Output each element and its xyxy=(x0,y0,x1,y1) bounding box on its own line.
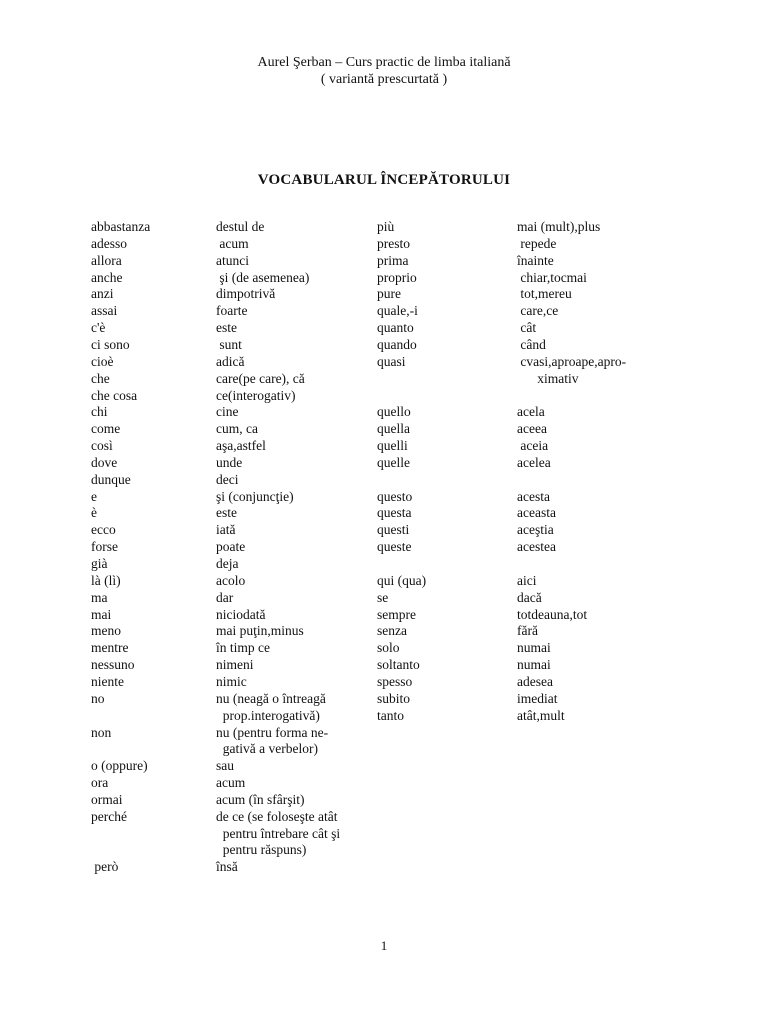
romanian-translation: nimeni xyxy=(216,657,254,672)
italian-word: questo xyxy=(377,489,413,504)
italian-word: ora xyxy=(91,775,109,790)
romanian-translation: niciodată xyxy=(216,607,266,622)
romanian-translation: ce(interogativ) xyxy=(216,388,296,403)
romanian-translation: totdeauna,tot xyxy=(517,607,588,622)
romanian-translation: fără xyxy=(517,623,538,638)
document-author-title: Aurel Şerban – Curs practic de limba italiană xyxy=(257,55,511,70)
italian-word: prima xyxy=(377,253,409,268)
italian-word: già xyxy=(91,556,108,571)
italian-word: proprio xyxy=(377,270,417,285)
italian-word: qui (qua) xyxy=(377,573,427,588)
romanian-translation: acum xyxy=(216,775,246,790)
romanian-translation: şi (de asemenea) xyxy=(216,270,310,285)
italian-word: dunque xyxy=(91,472,131,487)
romanian-translation: aceea xyxy=(517,421,547,436)
italian-word: così xyxy=(91,438,113,453)
romanian-translation: acolo xyxy=(216,573,246,588)
italian-word: quelli xyxy=(377,438,408,453)
italian-word: perché xyxy=(91,809,127,824)
italian-word: niente xyxy=(91,674,124,689)
italian-word: quando xyxy=(377,337,417,352)
italian-word: presto xyxy=(377,236,410,251)
romanian-translation: aici xyxy=(517,573,537,588)
romanian-translation: nu (neagă o întreagă xyxy=(216,691,326,706)
romanian-translation: aceştia xyxy=(517,522,554,537)
italian-word: quella xyxy=(377,421,410,436)
italian-word: e xyxy=(91,489,97,504)
romanian-translation: şi (conjuncţie) xyxy=(216,489,294,504)
italian-word: c'è xyxy=(91,320,106,335)
romanian-translation: este xyxy=(216,505,237,520)
romanian-translation: acestea xyxy=(517,539,556,554)
romanian-translation: este xyxy=(216,320,237,335)
italian-word: sempre xyxy=(377,607,416,622)
italian-word: cioè xyxy=(91,354,114,369)
romanian-translation: numai xyxy=(517,657,551,672)
italian-word: tanto xyxy=(377,708,404,723)
italian-word: dove xyxy=(91,455,118,470)
romanian-translation: mai puţin,minus xyxy=(216,623,304,638)
romanian-translation: atunci xyxy=(216,253,249,268)
italian-word: quelle xyxy=(377,455,410,470)
romanian-translation: când xyxy=(517,337,546,352)
romanian-translation: ximativ xyxy=(517,371,579,386)
italian-word: senza xyxy=(377,623,407,638)
italian-word: quello xyxy=(377,404,411,419)
italian-word: soltanto xyxy=(377,657,420,672)
romanian-translation: aşa,astfel xyxy=(216,438,266,453)
italian-word: quanto xyxy=(377,320,414,335)
italian-word: se xyxy=(377,590,389,605)
romanian-translation: adesea xyxy=(517,674,553,689)
romanian-translation: numai xyxy=(517,640,551,655)
romanian-translation: însă xyxy=(216,859,238,874)
italian-word: più xyxy=(377,219,395,234)
romanian-translation: tot,mereu xyxy=(517,286,572,301)
romanian-translation: care,ce xyxy=(517,303,559,318)
italian-word: chi xyxy=(91,404,108,419)
romanian-translation: înainte xyxy=(517,253,554,268)
italian-word: ci sono xyxy=(91,337,130,352)
romanian-translation: aceasta xyxy=(517,505,556,520)
italian-word: queste xyxy=(377,539,412,554)
romanian-translation: chiar,tocmai xyxy=(517,270,587,285)
italian-word: adesso xyxy=(91,236,127,251)
italian-word: è xyxy=(91,505,97,520)
romanian-translation: imediat xyxy=(517,691,558,706)
romanian-translation: poate xyxy=(216,539,246,554)
italian-word: che xyxy=(91,371,110,386)
romanian-translation: dacă xyxy=(517,590,542,605)
italian-word: questa xyxy=(377,505,412,520)
page-number: 1 xyxy=(380,938,388,953)
romanian-translation: dar xyxy=(216,590,234,605)
romanian-translation: de ce (se foloseşte atât xyxy=(216,809,338,824)
italian-word: forse xyxy=(91,539,118,554)
italian-word: quale,-i xyxy=(377,303,418,318)
romanian-translation: foarte xyxy=(216,303,248,318)
romanian-translation: deja xyxy=(216,556,239,571)
romanian-translation: acela xyxy=(517,404,545,419)
romanian-translation: iată xyxy=(216,522,236,537)
italian-word: quasi xyxy=(377,354,406,369)
page-title: VOCABULARUL ÎNCEPĂTORULUI xyxy=(257,172,511,188)
italian-word: ma xyxy=(91,590,108,605)
italian-word: però xyxy=(91,859,119,874)
italian-word: mentre xyxy=(91,640,129,655)
italian-word: meno xyxy=(91,623,121,638)
romanian-translation: deci xyxy=(216,472,239,487)
italian-word: anche xyxy=(91,270,123,285)
romanian-translation: atât,mult xyxy=(517,708,565,723)
document-subtitle: ( variantă prescurtată ) xyxy=(320,72,448,87)
romanian-translation: adică xyxy=(216,354,245,369)
romanian-translation: pentru răspuns) xyxy=(216,842,307,857)
romanian-translation: cât xyxy=(517,320,537,335)
italian-word: come xyxy=(91,421,121,436)
romanian-translation: sau xyxy=(216,758,234,773)
italian-word: là (lì) xyxy=(91,573,121,588)
romanian-translation: care(pe care), că xyxy=(216,371,305,386)
italian-word: anzi xyxy=(91,286,114,301)
romanian-translation: nu (pentru forma ne- xyxy=(216,725,329,740)
italian-word: spesso xyxy=(377,674,413,689)
italian-word: assai xyxy=(91,303,118,318)
romanian-translation: cvasi,aproape,apro- xyxy=(517,354,627,369)
italian-word: ormai xyxy=(91,792,123,807)
romanian-translation: gativă a verbelor) xyxy=(216,741,318,756)
romanian-translation: în timp ce xyxy=(216,640,270,655)
romanian-translation: aceia xyxy=(517,438,549,453)
romanian-translation: sunt xyxy=(216,337,242,352)
italian-word: non xyxy=(91,725,112,740)
italian-word: subito xyxy=(377,691,411,706)
romanian-translation: acelea xyxy=(517,455,551,470)
romanian-translation: pentru întrebare cât şi xyxy=(216,826,341,841)
romanian-translation: mai (mult),plus xyxy=(517,219,601,234)
romanian-translation: cum, ca xyxy=(216,421,258,436)
italian-word: pure xyxy=(377,286,401,301)
italian-word: mai xyxy=(91,607,112,622)
romanian-translation: acum (în sfârşit) xyxy=(216,792,305,807)
romanian-translation: dimpotrivă xyxy=(216,286,276,301)
italian-word: ecco xyxy=(91,522,116,537)
italian-word: che cosa xyxy=(91,388,138,403)
romanian-translation: acesta xyxy=(517,489,550,504)
italian-word: abbastanza xyxy=(91,219,151,234)
romanian-translation: destul de xyxy=(216,219,265,234)
romanian-translation: unde xyxy=(216,455,243,470)
romanian-translation: cine xyxy=(216,404,239,419)
romanian-translation: acum xyxy=(216,236,249,251)
italian-word: allora xyxy=(91,253,122,268)
romanian-translation: nimic xyxy=(216,674,247,689)
italian-word: o (oppure) xyxy=(91,758,148,773)
romanian-translation: repede xyxy=(517,236,557,251)
italian-word: solo xyxy=(377,640,400,655)
italian-word: questi xyxy=(377,522,410,537)
romanian-translation: prop.interogativă) xyxy=(216,708,320,723)
italian-word: no xyxy=(91,691,105,706)
italian-word: nessuno xyxy=(91,657,135,672)
